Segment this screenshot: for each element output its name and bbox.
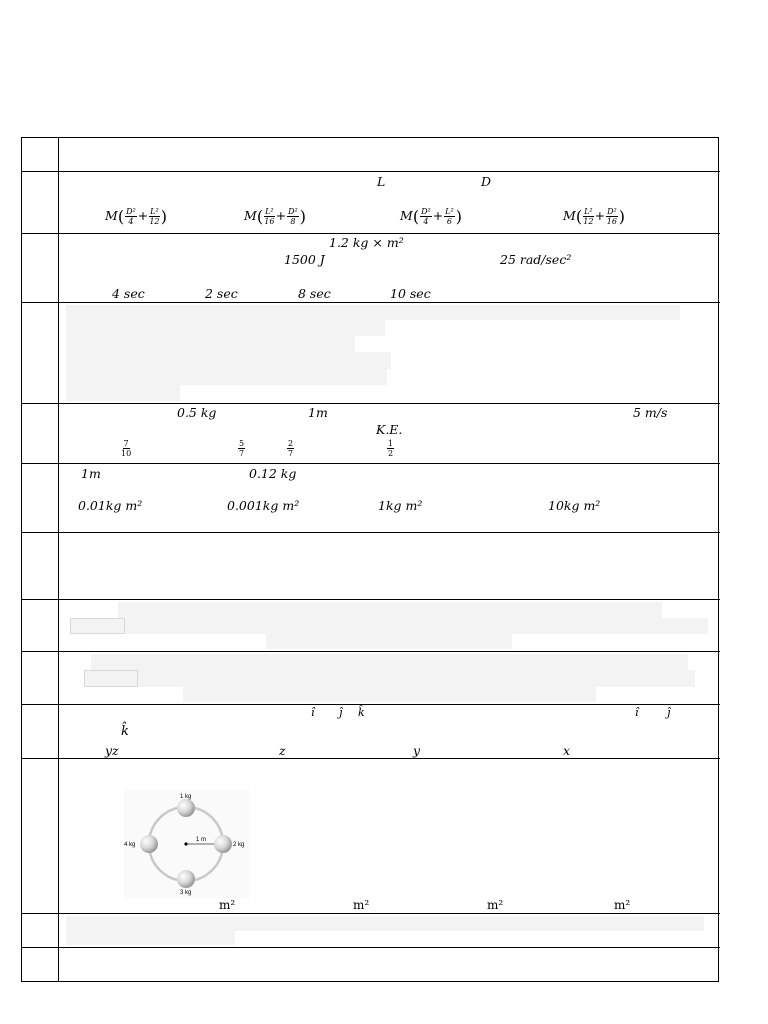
option-d: x: [563, 743, 571, 758]
option-d: 10 sec: [390, 286, 431, 301]
redacted-text-block: [66, 385, 180, 401]
option-a-fraction: $\frac{7}{10}$: [121, 439, 132, 458]
option-c: 1kg m²: [378, 498, 423, 513]
redacted-box: [70, 618, 125, 634]
option-b-unit: m²: [353, 898, 370, 912]
option-a-unit: m²: [219, 898, 236, 912]
option-a: yz: [105, 743, 119, 758]
speed-value: 5 m/s: [633, 405, 668, 420]
i-hat-unit-vector: î: [311, 706, 315, 719]
row-divider: [21, 532, 720, 533]
redacted-text-block: [66, 352, 391, 369]
label-2kg: 2 kg: [233, 842, 245, 848]
center-point: [184, 842, 187, 845]
option-b: 0.001kg m²: [227, 498, 300, 513]
option-c: 8 sec: [298, 286, 331, 301]
sphere-4kg: [140, 835, 158, 853]
option-c: y: [413, 743, 421, 758]
label-1kg: 1 kg: [180, 794, 192, 800]
i-hat-unit-vector: î: [635, 706, 639, 719]
redacted-text-block: [266, 634, 512, 649]
length-value: 1m: [308, 405, 328, 420]
redacted-box: [84, 670, 138, 687]
row-divider: [21, 171, 720, 172]
sphere-3kg: [177, 870, 195, 888]
redacted-text-block: [70, 618, 708, 634]
label-radius: 1 m: [196, 837, 207, 843]
number-column-divider: [58, 137, 59, 982]
option-a: 0.01kg m²: [78, 498, 143, 513]
option-c-fraction: $\frac{2}{7}$: [288, 439, 294, 458]
option-b-expression: M( $\frac{\text{L²}}{16}$ + $\frac{\text{D²}}{8}$ ): [244, 207, 306, 226]
option-a-expression: M( $\frac{\text{D²}}{4}$ + $\frac{\text{L²}}{12}$ ): [105, 207, 167, 226]
option-d-unit: m²: [614, 898, 631, 912]
redacted-text-block: [91, 654, 688, 670]
masses-on-ring-figure: [124, 790, 250, 898]
variable-l: L: [377, 174, 386, 189]
option-b: 2 sec: [205, 286, 238, 301]
row-divider: [21, 302, 720, 303]
inertia-value: 1.2 kg × m²: [329, 235, 404, 250]
row-divider: [21, 463, 720, 464]
option-d: 10kg m²: [548, 498, 601, 513]
kinetic-energy-label: K.E.: [376, 422, 403, 437]
label-4kg: 4 kg: [124, 842, 136, 848]
variable-d: D: [481, 174, 492, 189]
k-hat-unit-vector: k̂: [358, 706, 365, 719]
k-hat-unit-vector: k̂: [121, 724, 129, 739]
j-hat-unit-vector: ĵ: [339, 706, 343, 719]
row-divider: [21, 704, 720, 705]
redacted-text-block: [66, 320, 385, 336]
redacted-text-block: [66, 916, 704, 931]
sphere-2kg: [214, 835, 232, 853]
row-divider: [21, 947, 720, 948]
redacted-text-block: [66, 336, 355, 352]
redacted-text-block: [118, 602, 662, 618]
row-divider: [21, 913, 720, 914]
redacted-text-block: [66, 369, 387, 385]
row-divider: [21, 651, 720, 652]
sphere-1kg: [177, 799, 195, 817]
redacted-text-block: [84, 670, 695, 687]
option-c-expression: M( $\frac{\text{D²}}{4}$ + $\frac{\text{L²}}{6}$ ): [400, 207, 462, 226]
option-a: 4 sec: [112, 286, 145, 301]
label-3kg: 3 kg: [180, 890, 192, 896]
row-divider: [21, 599, 720, 600]
option-d-fraction: $\frac{1}{2}$: [388, 439, 394, 458]
redacted-text-block: [183, 687, 596, 702]
option-b: z: [279, 743, 286, 758]
option-d-expression: M( $\frac{\text{L²}}{12}$ + $\frac{\text{D²}}{16}$ ): [563, 207, 625, 226]
row-divider: [21, 403, 720, 404]
option-b-fraction: $\frac{5}{7}$: [239, 439, 245, 458]
length-value: 1m: [81, 466, 101, 481]
row-divider: [21, 758, 720, 759]
j-hat-unit-vector: ĵ: [667, 706, 671, 719]
mass-value: 0.5 kg: [177, 405, 217, 420]
option-c-unit: m²: [487, 898, 504, 912]
redacted-text-block: [66, 931, 235, 945]
mass-value: 0.12 kg: [249, 466, 297, 481]
row-divider: [21, 233, 720, 234]
energy-value: 1500 J: [284, 252, 325, 267]
redacted-text-block: [66, 305, 680, 320]
angular-acceleration-value: 25 rad/sec²: [500, 252, 572, 267]
